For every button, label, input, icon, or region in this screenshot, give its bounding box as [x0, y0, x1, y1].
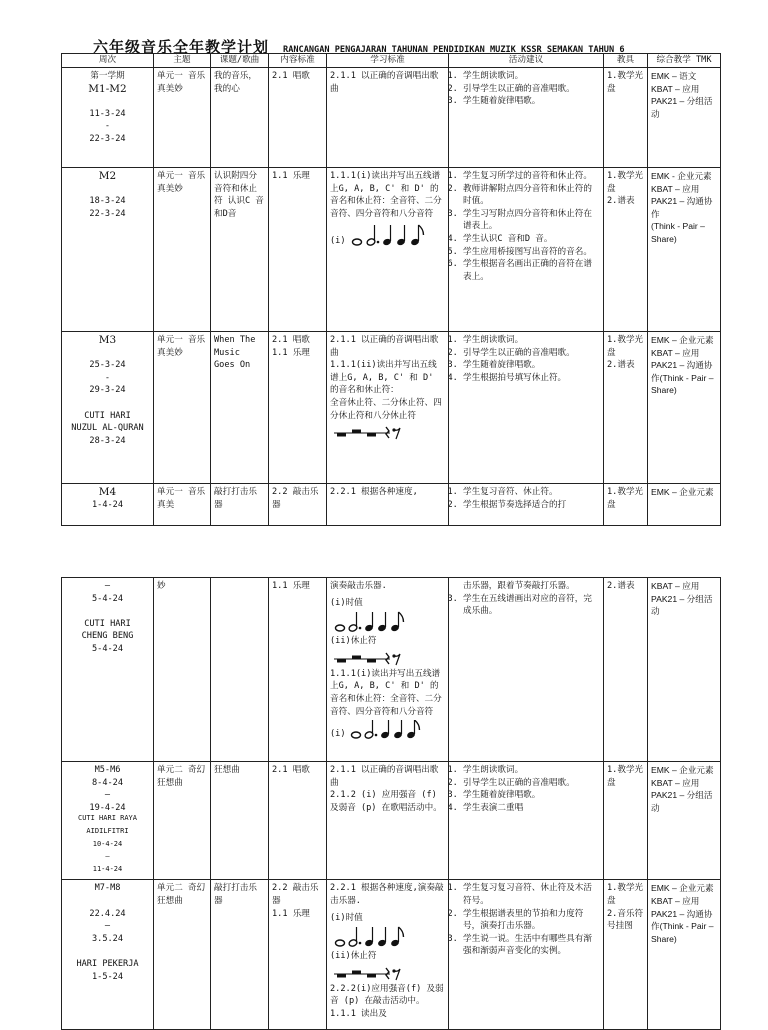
- content-line: 1.1 乐理: [272, 908, 310, 919]
- content-standard-cell: [269, 762, 327, 880]
- activity-item: 2. 引导学生以正确的音准唱歌。: [463, 83, 600, 96]
- content-line: 1.1 乐理: [272, 171, 310, 181]
- week-line: M2: [98, 170, 117, 182]
- learning-line: 全音休止符、二分休止符、四分休止符和八分休止符: [330, 397, 442, 421]
- header-row: [62, 54, 721, 68]
- tmk-line: PAK21 – 分组活动: [651, 593, 713, 617]
- week-cell: [62, 332, 154, 484]
- topic-cell: [211, 578, 269, 762]
- week-line: M1-M2: [88, 82, 127, 95]
- page-subtitle: RANCANGAN PENGAJARAN TAHUNAN PENDIDIKAN MUZIK KSSR SEMAKAN TAHUN 6: [283, 45, 625, 55]
- content-line: 2.1 唱歌: [272, 335, 310, 345]
- col-header-topic: 课题/歌曲: [211, 54, 269, 68]
- week-line: 8-4-24: [91, 777, 124, 788]
- document-header: [93, 36, 708, 54]
- activity-item: 3. 学生在五线谱画出对应的音符，完成乐曲。: [463, 593, 600, 618]
- topic-cell: 我的音乐，我的心: [211, 68, 269, 168]
- week-line: 3.5.24: [91, 933, 124, 944]
- week-line: M5-M6: [94, 765, 121, 775]
- activity-item: 2. 教师讲解附点四分音符和休止符的时值。: [463, 183, 600, 208]
- week-line: M3: [98, 334, 117, 346]
- week-line: [65, 347, 150, 360]
- week-cell: [62, 880, 154, 1030]
- content-standard-cell: [269, 484, 327, 526]
- activity-item: 5. 学生应用桥接图写出音符的音名。: [463, 246, 600, 259]
- week-line: M4: [98, 486, 117, 498]
- topic-cell: 敲打打击乐器: [211, 880, 269, 1030]
- tmk-cell: [648, 578, 721, 762]
- activity-list: [452, 334, 600, 384]
- col-header-teaching-aids: 教具: [604, 54, 648, 68]
- week-cell: [62, 484, 154, 526]
- table-row: [62, 578, 721, 762]
- tmk-line: KBAT – 应用: [651, 895, 700, 906]
- topic-cell: 认识附四分音符和休止符 认识C 音和D音: [211, 168, 269, 332]
- lesson-plan-table: [61, 53, 721, 526]
- week-line: -: [104, 121, 111, 132]
- aid-item: 1.教学光盘: [607, 71, 644, 94]
- lesson-plan-table-continued: [61, 577, 721, 1030]
- table-row: [62, 168, 721, 332]
- rest-symbols-icon: [334, 426, 414, 440]
- activity-item: 4. 学生表演二重唱: [463, 802, 600, 815]
- activity-list: [452, 170, 600, 283]
- topic-cell: When The Music Goes On: [211, 332, 269, 484]
- learning-standard-cell: [327, 578, 449, 762]
- week-cell: [62, 762, 154, 880]
- week-line: 11-3-24: [89, 108, 126, 119]
- learning-line: 2.1.2 (i) 应用强音 (f) 及弱音 (p) 在歌唱活动中。: [330, 790, 442, 813]
- theme-cell: 单元二 奇幻狂想曲: [154, 880, 211, 1030]
- week-line: –: [104, 581, 111, 591]
- theme-cell: 妙: [154, 578, 211, 762]
- activity-item: 1. 学生朗读歌词。: [463, 764, 600, 777]
- content-line: 2.1 唱歌: [272, 765, 310, 775]
- col-header-week: 周次: [62, 54, 154, 68]
- table-row: [62, 484, 721, 526]
- learning-line: 1.1.1(i)读出并写出五线谱上G, A, B, C' 和 D' 的音名和休止符：全音符、二分音符、四分音符和八分音符: [330, 668, 442, 717]
- tmk-line: (Think - Pair – Share): [651, 221, 705, 244]
- aid-item: 2.谱表: [607, 581, 635, 591]
- week-line: CHENG BENG: [81, 631, 134, 642]
- week-cell: [62, 168, 154, 332]
- activity-item: 3. 学生随着旋律唱歌。: [463, 359, 600, 372]
- week-line: 1-5-24: [91, 971, 124, 982]
- learning-line: 2.2.1 根据各种速度,: [330, 487, 418, 497]
- week-line: –: [104, 790, 111, 801]
- learning-line: 2.1.1 以正确的音调唱出歌曲: [330, 71, 439, 94]
- content-line: 1.1 乐理: [272, 347, 310, 358]
- tmk-cell: [648, 332, 721, 484]
- learning-standard-cell: [327, 68, 449, 168]
- content-standard-cell: [269, 880, 327, 1030]
- activity-item: 1. 学生复习复习音符、休止符及木活符号。: [463, 882, 600, 907]
- theme-cell: 单元一 音乐真美妙: [154, 168, 211, 332]
- learning-standard-cell: [327, 762, 449, 880]
- week-line: 22-3-24: [89, 208, 126, 219]
- aid-item: 2.音乐符号挂图: [607, 908, 644, 932]
- week-line: 22-3-24: [89, 133, 126, 144]
- tmk-cell: [648, 68, 721, 168]
- activity-list: [452, 882, 600, 958]
- week-line: [65, 95, 150, 108]
- table-row: [62, 880, 721, 1030]
- week-line: M7-M8: [94, 883, 121, 894]
- aid-item: 1.教学光盘: [607, 335, 644, 358]
- note-example-label: (i): [330, 235, 346, 246]
- activity-list: [452, 764, 600, 814]
- week-line: [65, 397, 150, 410]
- aid-item: 1.教学光盘: [607, 765, 644, 788]
- learning-line: 演奏敲击乐器.: [330, 581, 387, 591]
- activity-item: 3. 学生随着旋律唱歌。: [463, 95, 600, 108]
- week-line: 5-4-24: [91, 643, 124, 654]
- tmk-line: EMK - 企业元素: [651, 171, 712, 181]
- music-notes-icon: [334, 926, 418, 948]
- rest-symbols-icon: [334, 967, 414, 981]
- learning-line: 1.1.1(i)读出并写出五线谱上G, A, B, C' 和 D' 的音名和休止符：全音符、二分音符、四分音符和八分音符: [330, 171, 442, 219]
- note-example: [330, 223, 445, 247]
- table-row: [62, 762, 721, 880]
- teaching-aids-cell: [604, 484, 648, 526]
- topic-cell: 敲打打击乐器: [211, 484, 269, 526]
- week-line: -: [104, 372, 111, 383]
- learning-standard-cell: [327, 332, 449, 484]
- tmk-cell: [648, 880, 721, 1030]
- aid-item: 1.教学光盘: [607, 171, 644, 194]
- activity-item: 6. 学生根据音名画出正确的音符在谱表上。: [463, 258, 600, 283]
- week-line: 19-4-24: [89, 802, 126, 813]
- activity-item: 4. 学生根据拍号填写休止符。: [463, 372, 600, 385]
- week-line: 28-3-24: [89, 435, 126, 446]
- music-notes-icon: [350, 223, 440, 247]
- table-row: [62, 332, 721, 484]
- music-notes-icon: [334, 611, 418, 633]
- teaching-aids-cell: [604, 880, 648, 1030]
- rest-symbols-icon: [334, 652, 414, 666]
- rest-label: (ii)休止符: [330, 951, 377, 962]
- activities-cell: [449, 484, 604, 526]
- activity-item: 2. 学生根据节奏选择适合的打: [463, 499, 600, 512]
- time-label: (i)时值: [330, 912, 363, 923]
- teaching-aids-cell: [604, 68, 648, 168]
- content-standard-cell: [269, 332, 327, 484]
- activity-item: 1. 学生朗读歌词。: [463, 70, 600, 83]
- learning-line: 2.1.1 以正确的音调唱出歌曲: [330, 335, 439, 358]
- activity-list: [452, 486, 600, 511]
- activity-item: 2. 引导学生以正确的音准唱歌。: [463, 777, 600, 790]
- week-line: 1-4-24: [91, 499, 124, 510]
- activity-item: 3. 学生说一说。生活中有哪些具有渐强和渐弱声音变化的实例。: [463, 933, 600, 958]
- teaching-aids-cell: [604, 578, 648, 762]
- activity-list: [452, 593, 600, 618]
- week-line: HARI PEKERJA: [76, 958, 139, 969]
- col-header-tmk: 综合教学 TMK: [648, 54, 721, 68]
- week-line: [65, 183, 150, 196]
- content-line: 2.1 唱歌: [272, 71, 310, 81]
- content-standard-cell: [269, 68, 327, 168]
- week-line: 29-3-24: [89, 385, 126, 396]
- week-line: 25-3-24: [89, 360, 126, 371]
- activity-item: 3. 学生随着旋律唱歌。: [463, 789, 600, 802]
- activities-cell: [449, 168, 604, 332]
- week-line: 10-4-24: [92, 839, 123, 848]
- tmk-cell: [648, 168, 721, 332]
- week-cell: [62, 578, 154, 762]
- music-notes-icon: [350, 720, 434, 740]
- week-line: 5-4-24: [91, 593, 124, 604]
- table-row: [62, 68, 721, 168]
- week-line: [65, 945, 150, 958]
- col-header-learning-standard: 学习标准: [327, 54, 449, 68]
- col-header-content-standard: 内容标准: [269, 54, 327, 68]
- tmk-line: PAK21 – 沟通协作: [651, 196, 713, 219]
- activity-item: 4. 学生认识C 音和D 音。: [463, 233, 600, 246]
- activity-item: 1. 学生复习所学过的音符和休止符。: [463, 170, 600, 183]
- teaching-aids-cell: [604, 332, 648, 484]
- tmk-line: PAK21 – 沟通协作(Think - Pair – Share): [651, 908, 714, 944]
- theme-cell: 单元一 音乐真美妙: [154, 68, 211, 168]
- content-line: 1.1 乐理: [272, 581, 310, 591]
- tmk-line: EMK – 企业元素: [651, 335, 714, 345]
- activities-cell: [449, 880, 604, 1030]
- theme-cell: 单元二 奇幻狂想曲: [154, 762, 211, 880]
- week-line: CUTI HARI RAYA: [77, 814, 137, 823]
- tmk-line: KBAT – 应用: [651, 83, 700, 94]
- week-cell: [62, 68, 154, 168]
- week-line: AIDILFITRI: [86, 826, 129, 835]
- topic-cell: 狂想曲: [211, 762, 269, 880]
- activities-cell: [449, 578, 604, 762]
- week-line: 22.4.24: [89, 908, 126, 919]
- tmk-line: PAK21 – 分组活动: [651, 96, 713, 119]
- activity-continued: 击乐器，跟着节奏敲打乐器。: [463, 581, 575, 591]
- note-example-label: (i): [330, 728, 346, 739]
- tmk-line: EMK – 企业元素: [651, 883, 714, 894]
- week-line: [65, 895, 150, 908]
- tmk-line: EMK – 企业元素: [651, 765, 714, 775]
- activities-cell: [449, 68, 604, 168]
- learning-line: 1.1.1 读出及: [330, 1008, 387, 1019]
- activity-item: 1. 学生朗读歌词。: [463, 334, 600, 347]
- week-line: –: [104, 921, 111, 932]
- learning-standard-cell: [327, 168, 449, 332]
- activity-list: [452, 70, 600, 108]
- learning-line: 2.2.2(i)应用强音(f) 及弱音 (p) 在敲击活动中。: [330, 983, 444, 1007]
- note-example: [330, 720, 445, 740]
- content-standard-cell: [269, 168, 327, 332]
- tmk-line: KBAT – 应用: [651, 581, 700, 591]
- week-line: [65, 605, 150, 618]
- tmk-cell: [648, 762, 721, 880]
- week-line: 18-3-24: [89, 196, 126, 207]
- week-line: CUTI HARI: [84, 410, 131, 421]
- activity-item: 3. 学生习写附点四分音符和休止符在谱表上。: [463, 208, 600, 233]
- theme-cell: 单元一 音乐真美: [154, 484, 211, 526]
- content-standard-cell: [269, 578, 327, 762]
- tmk-cell: [648, 484, 721, 526]
- week-line: NUZUL AL-QURAN: [71, 423, 144, 434]
- tmk-line: KBAT – 应用: [651, 347, 700, 358]
- aid-item: 2.谱表: [607, 360, 635, 371]
- activity-item: 1. 学生复习音符、休止符。: [463, 486, 600, 499]
- aid-item: 1.教学光盘: [607, 883, 644, 906]
- content-line: 2.2 敲击乐器: [272, 883, 319, 906]
- learning-standard-cell: [327, 880, 449, 1030]
- activity-item: 2. 引导学生以正确的音准唱歌。: [463, 347, 600, 360]
- page-2: [0, 577, 768, 1024]
- teaching-aids-cell: [604, 762, 648, 880]
- aid-item: 2.谱表: [607, 196, 635, 207]
- theme-cell: 单元一 音乐真美妙: [154, 332, 211, 484]
- tmk-line: EMK – 语文: [651, 71, 697, 81]
- tmk-line: PAK21 – 分组活动: [651, 790, 713, 813]
- week-line: 11-4-24: [92, 864, 123, 873]
- content-line: 2.2 敲击乐器: [272, 487, 319, 510]
- learning-line: 2.1.1 以正确的音调唱出歌曲: [330, 765, 439, 788]
- tmk-line: EMK – 企业元素: [651, 487, 714, 497]
- week-line: CUTI HARI: [84, 618, 131, 629]
- activities-cell: [449, 332, 604, 484]
- learning-line: 1.1.1(ii)读出并写出五线谱上G, A, B, C' 和 D' 的音名和休止符：: [330, 360, 437, 396]
- tmk-line: KBAT – 应用: [651, 183, 700, 194]
- activities-cell: [449, 762, 604, 880]
- week-line: –: [105, 852, 110, 861]
- aid-item: 1.教学光盘: [607, 487, 644, 510]
- learning-line: 2.2.1 根据各种速度,演奏敲击乐器.: [330, 883, 444, 906]
- learning-standard-cell: [327, 484, 449, 526]
- tmk-line: PAK21 – 沟通协作(Think - Pair – Share): [651, 360, 714, 396]
- col-header-theme: 主题: [154, 54, 211, 68]
- week-line: 第一学期: [90, 71, 125, 81]
- time-label: (i)时值: [330, 597, 363, 608]
- activity-item: 2. 学生根据谱表里的节拍和力度符号，演奏打击乐器。: [463, 908, 600, 933]
- tmk-line: KBAT – 应用: [651, 777, 700, 788]
- col-header-activities: 活动建议: [449, 54, 604, 68]
- rest-label: (ii)休止符: [330, 636, 377, 647]
- teaching-aids-cell: [604, 168, 648, 332]
- page-title: 六年级音乐全年教学计划: [93, 38, 270, 56]
